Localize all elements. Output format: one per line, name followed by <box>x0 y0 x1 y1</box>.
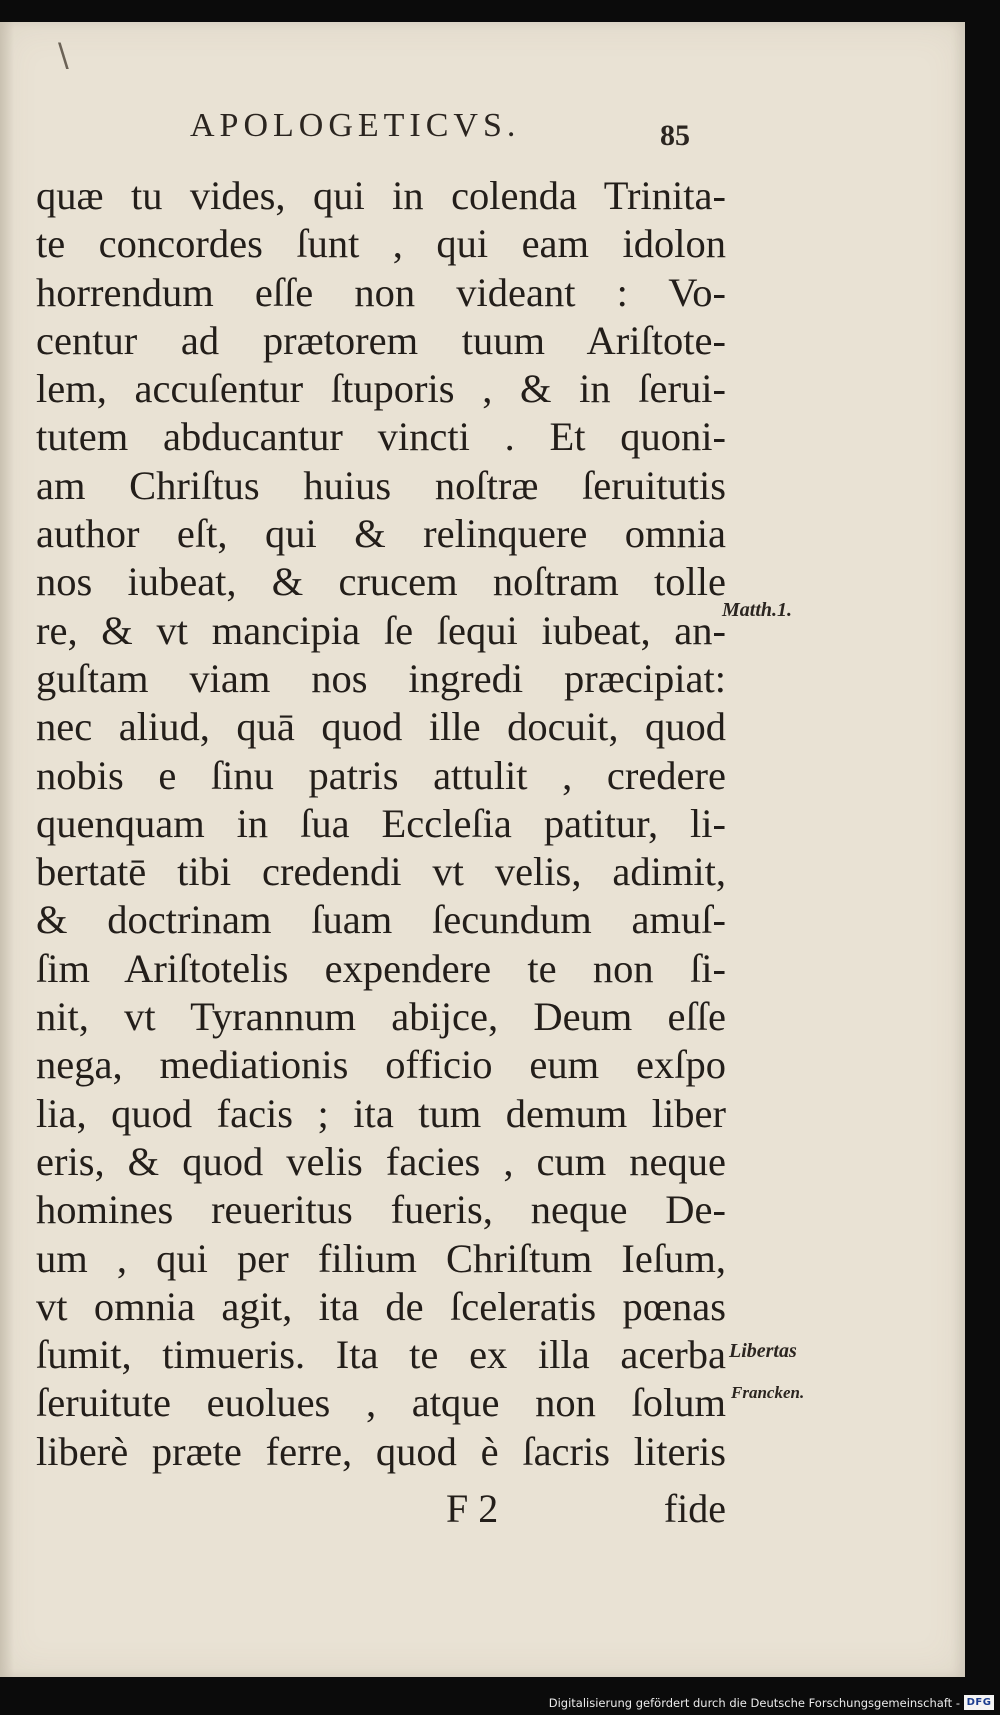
text-line: bertatē tibi credendi vt velis, adimit, <box>36 849 726 895</box>
book-page <box>0 22 965 1677</box>
dfg-logo: DFG <box>964 1695 994 1710</box>
body-text <box>36 172 726 1476</box>
text-line: nos iubeat, & crucem noſtram tolle <box>36 559 726 605</box>
text-line: um , qui per filium Chriſtum Ieſum, <box>36 1235 726 1281</box>
text-line: lia, quod facis ; ita tum demum liber <box>36 1090 726 1136</box>
catchword: fide <box>663 1486 726 1531</box>
text-line: author eſt, qui & relinquere omnia <box>36 511 726 557</box>
text-line: & doctrinam ſuam ſecundum amuſ- <box>36 897 726 943</box>
margin-note-matthew: Matth.1. <box>722 599 793 621</box>
page-number: 85 <box>660 119 690 152</box>
signature-line <box>36 1485 726 1535</box>
digitization-footer <box>0 1692 1000 1715</box>
text-line: am Chriſtus huius noſtræ ſeruitutis <box>36 462 726 508</box>
corner-pen-mark: \ <box>58 36 69 74</box>
margin-note-francken: Francken. <box>731 1383 805 1402</box>
signature-mark: F 2 <box>446 1486 499 1531</box>
text-line: liberè prætе ferre, quod è ſacris literis <box>36 1428 726 1474</box>
text-line: vt omnia agit, ita de ſceleratis pœnas <box>36 1283 726 1329</box>
text-line: nobis e ſinu patris attulit , credere <box>36 752 726 798</box>
text-line: tutem abducantur vincti . Et quoni- <box>36 414 726 460</box>
text-line: nit, vt Tyrannum abijce, Deum eſſe <box>36 994 726 1040</box>
margin-note-libertas: Libertas <box>729 1340 797 1362</box>
text-line: guſtam viam nos ingredi præcipiat: <box>36 655 726 701</box>
text-line: centur ad prætorem tuum Ariſtote- <box>36 317 726 363</box>
text-line: quæ tu vides, qui in colenda Trinita- <box>36 173 726 218</box>
text-line: quenquam in ſua Eccleſia patitur, li- <box>36 800 726 846</box>
text-line: eris, & quod velis facies , cum neque <box>36 1138 726 1184</box>
text-line: te concordes ſunt , qui eam idolon <box>36 221 726 267</box>
text-line: ſumit, timueris. Ita te ex illa acerba <box>36 1332 726 1378</box>
text-line: homines reueritus fueris, neque De- <box>36 1187 726 1233</box>
page-gutter-shadow <box>0 22 14 1677</box>
footer-credit: Digitalisierung gefördert durch die Deutsche Forschungsgemeinschaft - <box>548 1696 960 1710</box>
text-line: nec aliud, quā quod ille docuit, quod <box>36 704 726 750</box>
running-head: APOLOGETICVS. <box>190 107 521 144</box>
text-line: ſeruitute euolues , atque non ſolum <box>36 1380 726 1426</box>
text-line: nega, mediationis officio eum exſpo <box>36 1042 726 1088</box>
text-line: re, & vt mancipia ſe ſequi iubeat, an- <box>36 607 726 653</box>
text-line: lem, accuſentur ſtuporis , & in ſerui- <box>36 366 726 412</box>
text-line: horrendum eſſe non videant : Vo- <box>36 269 726 315</box>
text-line: ſim Ariſtotelis expendere te non ſi- <box>36 945 726 991</box>
